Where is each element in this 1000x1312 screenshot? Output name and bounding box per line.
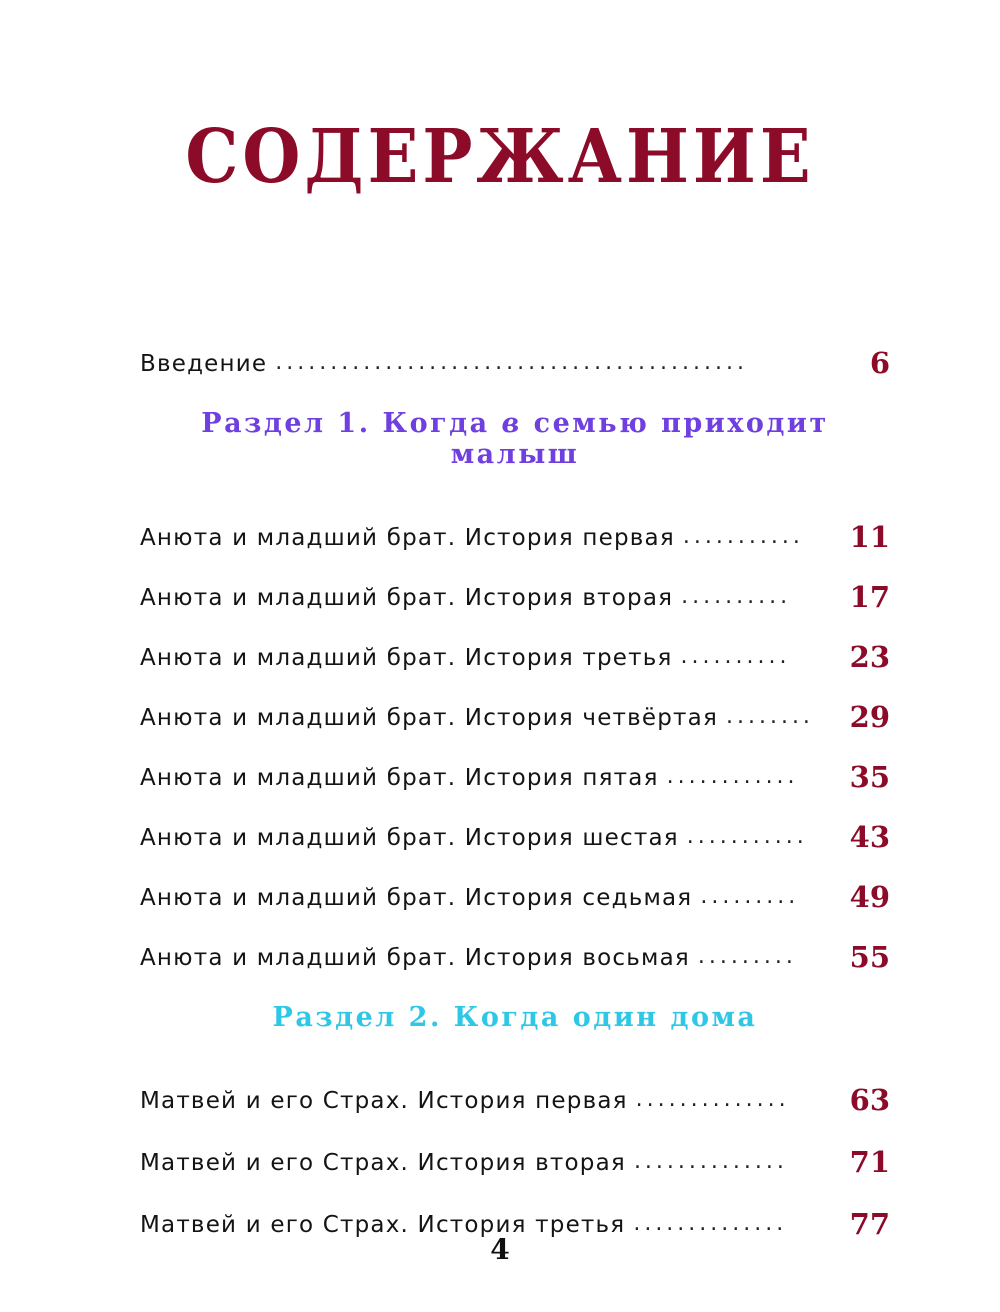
toc-entry-page: 11 xyxy=(849,520,890,554)
leader-dots: .............. xyxy=(633,1149,788,1174)
toc-entry-page: 17 xyxy=(849,580,890,614)
toc-entry[interactable] xyxy=(140,698,890,732)
section-1-entries xyxy=(140,518,890,972)
toc-entry-label: Введение xyxy=(140,351,268,377)
toc-entry-page: 23 xyxy=(849,640,890,674)
page-folio: 4 xyxy=(490,1233,510,1266)
toc-entry-label: Анюта и младший брат. История вторая xyxy=(140,585,674,611)
toc-entry-label: Матвей и его Страх. История вторая xyxy=(140,1150,626,1176)
section-heading-1 xyxy=(140,408,890,470)
toc-entry-label: Анюта и младший брат. История третья xyxy=(140,645,673,671)
leader-dots: .......... xyxy=(680,644,791,669)
toc-entry-page: 77 xyxy=(849,1207,890,1241)
toc-entry-label: Анюта и младший брат. История шестая xyxy=(140,825,679,851)
toc-entry[interactable] xyxy=(140,758,890,792)
toc-entry-page: 43 xyxy=(849,820,890,854)
toc-entry[interactable] xyxy=(140,518,890,552)
leader-dots: ......... xyxy=(700,884,800,909)
section-heading-1-emphasis: в xyxy=(501,408,522,439)
toc-entry-page: 29 xyxy=(849,700,890,734)
toc-entry-page: 63 xyxy=(849,1083,890,1117)
leader-dots: .............. xyxy=(633,1211,788,1236)
leader-dots: ........... xyxy=(682,524,804,549)
page-title: СОДЕРЖАНИЕ xyxy=(185,114,815,200)
section-heading-1-suffix: семью приходит малыш xyxy=(450,408,829,470)
toc-entry-page: 6 xyxy=(869,346,890,380)
leader-dots: ........ xyxy=(725,704,814,729)
toc-entry-label: Матвей и его Страх. История первая xyxy=(140,1088,628,1114)
section-heading-1-prefix: Раздел 1. Когда xyxy=(201,408,502,439)
toc-entry-page: 55 xyxy=(849,940,890,974)
toc-entry-label: Анюта и младший брат. История пятая xyxy=(140,765,659,791)
leader-dots: ........................................... xyxy=(275,350,748,375)
leader-dots: ............ xyxy=(666,764,799,789)
toc-entry-label: Анюта и младший брат. История первая xyxy=(140,525,675,551)
toc-entry-page: 35 xyxy=(849,760,890,794)
toc-entry[interactable] xyxy=(140,578,890,612)
section-heading-2-text: Раздел 2. Когда один дома xyxy=(272,1002,758,1033)
toc-entry[interactable] xyxy=(140,878,890,912)
leader-dots: .............. xyxy=(635,1087,790,1112)
section-heading-2 xyxy=(140,1002,890,1033)
toc-entry-introduction[interactable] xyxy=(140,344,890,378)
toc-entry-label: Матвей и его Страх. История третья xyxy=(140,1212,626,1238)
leader-dots: .......... xyxy=(681,584,792,609)
toc-entry[interactable] xyxy=(140,1143,890,1177)
toc-entry-page: 49 xyxy=(849,880,890,914)
leader-dots: ......... xyxy=(697,944,797,969)
toc-entry[interactable] xyxy=(140,1081,890,1115)
toc-entry-label: Анюта и младший брат. История четвёртая xyxy=(140,705,718,731)
toc-entry[interactable] xyxy=(140,638,890,672)
toc-entry-label: Анюта и младший брат. История восьмая xyxy=(140,945,690,971)
toc-entry-label: Анюта и младший брат. История седьмая xyxy=(140,885,693,911)
leader-dots: ........... xyxy=(686,824,808,849)
toc-entry[interactable] xyxy=(140,938,890,972)
section-2-entries xyxy=(140,1081,890,1239)
toc-entries xyxy=(0,344,1000,1239)
toc-entry[interactable] xyxy=(140,818,890,852)
toc-entry-page: 71 xyxy=(849,1145,890,1179)
